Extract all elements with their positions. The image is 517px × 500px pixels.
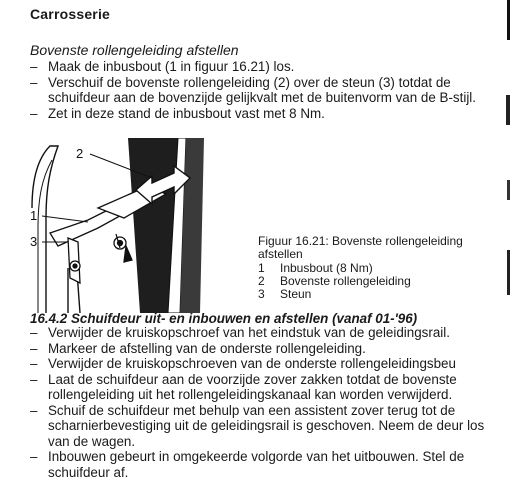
section-title-adjust: Bovenste rollengeleiding afstellen <box>30 42 239 58</box>
figure-16-21-illustration <box>28 138 250 313</box>
callout-3: 3 <box>30 234 38 249</box>
section-title-sliding-door: 16.4.2 Schuifdeur uit- en inbouwen en afstellen (vanaf 01-'96) <box>30 311 418 326</box>
list-item: – Verschuif de bovenste rollengeleiding (2) over de steun (3) totdat de schuifdeur aan de bovenzijde gelijkvalt met de buitenvorm van de B-stijl. <box>30 75 500 106</box>
list-item: – Schuif de schuifdeur met behulp van een assistent zover terug tot de scharnierbevestiging uit de geleidingsrail is geschoven. Neem de deur los van de wagen. <box>30 403 492 450</box>
list-item: – Verwijder de kruiskopschroef van het eindstuk van de geleidingsrail. <box>30 325 492 341</box>
legend-text: Bovenste rollengeleiding <box>280 274 411 288</box>
scan-edge-mark <box>505 0 511 500</box>
sliding-door-steps-list <box>30 325 492 480</box>
list-item: – Zet in deze stand de inbusbout vast met 8 Nm. <box>30 106 500 122</box>
list-item: – Inbouwen gebeurt in omgekeerde volgorde van het uitbouwen. Stel de schuifdeur af. <box>30 449 492 480</box>
list-item: – Maak de inbusbout (1 in figuur 16.21) los. <box>30 59 500 75</box>
legend-number: 3 <box>258 287 265 301</box>
caption-legend <box>258 262 411 301</box>
page-header: Carrosserie <box>30 6 111 22</box>
callout-2: 2 <box>76 146 84 161</box>
figure-caption <box>258 235 488 301</box>
list-item: – Markeer de afstelling van de onderste rollengeleiding. <box>30 341 492 357</box>
adjust-steps-list <box>30 59 500 121</box>
legend-number: 1 <box>258 261 265 275</box>
caption-title: Figuur 16.21: Bovenste rollengeleiding afstellen <box>258 234 463 261</box>
callout-1: 1 <box>30 208 38 223</box>
legend-text: Steun <box>280 287 312 301</box>
legend-text: Inbusbout (8 Nm) <box>280 261 373 275</box>
list-item: – Laat de schuifdeur aan de voorzijde zover zakken totdat de bovenste rollengeleiding uit het rollengeleidingskanaal kan worden verwijderd. <box>30 372 492 403</box>
legend-number: 2 <box>258 274 265 288</box>
list-item: – Verwijder de kruiskopschroeven van de onderste rollengeleidingsbeu <box>30 356 492 372</box>
legend-row <box>258 288 411 301</box>
